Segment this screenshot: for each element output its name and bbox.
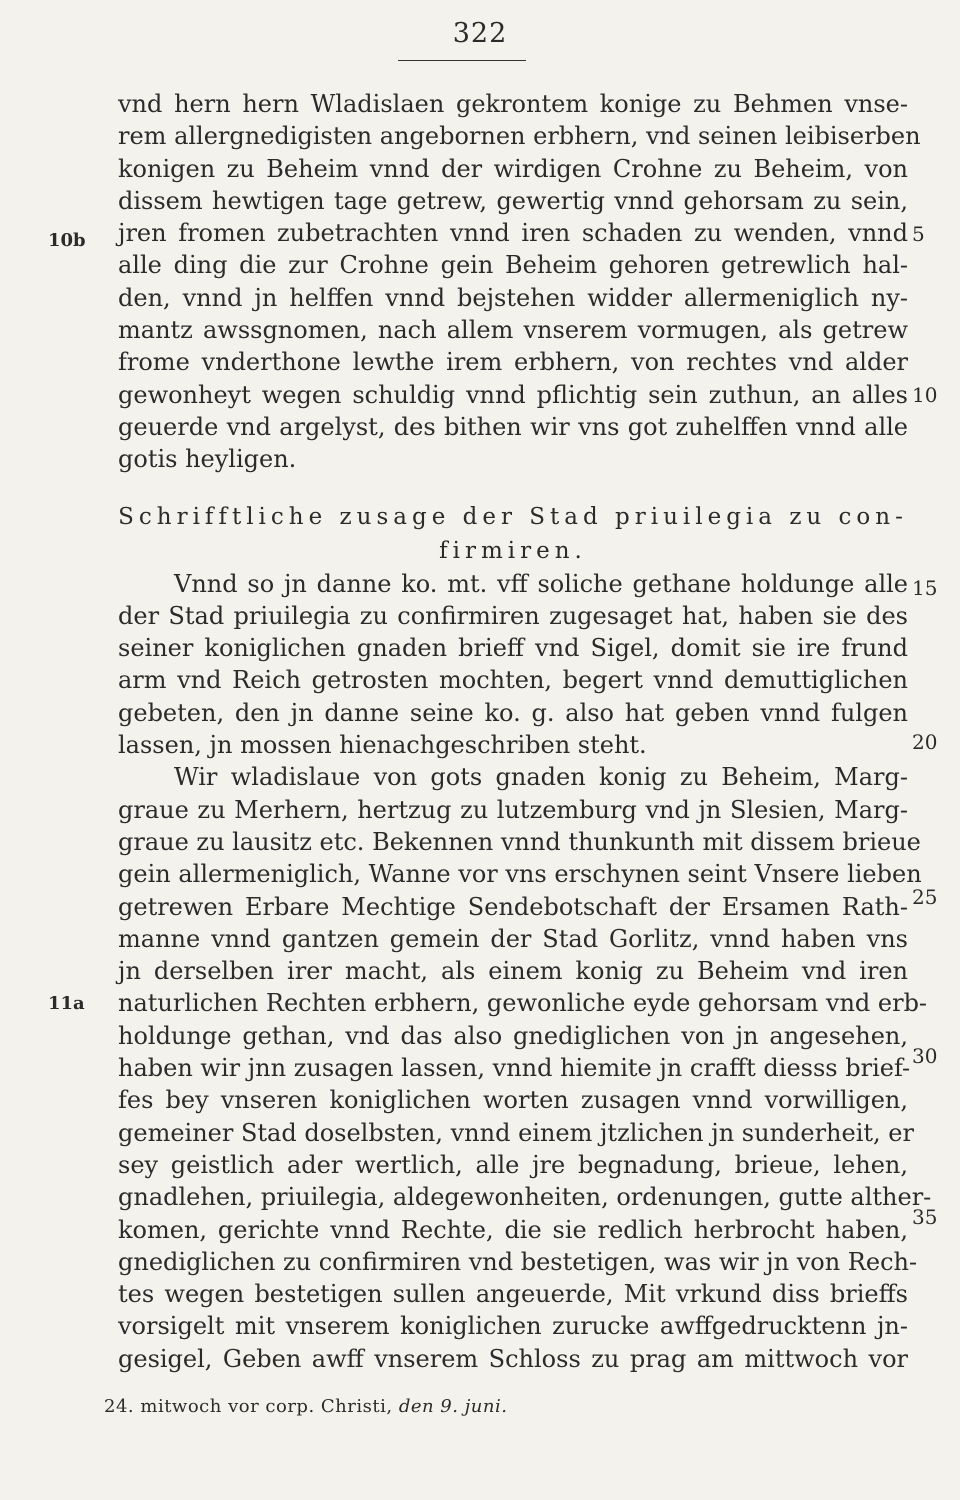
folio-reference: 11a bbox=[48, 993, 85, 1014]
text-line: Vnnd so jn danne ko. mt. vff soliche gethane holdunge alle bbox=[174, 569, 908, 598]
footnote bbox=[104, 1396, 507, 1417]
text-line: frome vnderthone lewthe irem erbhern, von rechtes vnd alder bbox=[118, 348, 908, 377]
line-number: 30 bbox=[912, 1044, 938, 1068]
section-heading-line: Schrifftliche zusage der Stad priuilegia zu con- bbox=[118, 503, 908, 530]
section-gap bbox=[118, 476, 908, 500]
text-line: vorsigelt mit vnserem koniglichen zurucke awffgedrucktenn jn- bbox=[118, 1312, 908, 1341]
text-line: Wir wladislaue von gots gnaden konig zu Beheim, Marg- bbox=[174, 763, 908, 792]
footnote-date: den 9. juni. bbox=[398, 1396, 508, 1417]
text-line: dissem hewtigen tage getrew, gewertig vnnd gehorsam zu sein, bbox=[118, 186, 908, 215]
line-number: 35 bbox=[912, 1205, 938, 1229]
text-line: holdunge gethan, vnd das also gnediglichen von jn angesehen, bbox=[118, 1021, 908, 1050]
text-line: vnd hern hern Wladislaen gekrontem konige zu Behmen vnse- bbox=[118, 90, 908, 118]
text-line: lassen, jn mossen hienachgeschriben steht. bbox=[118, 731, 647, 760]
text-line: gemeiner Stad doselbsten, vnnd einem jtzlichen jn sunderheit, er bbox=[118, 1118, 914, 1147]
footnote-number: 24. bbox=[104, 1396, 135, 1417]
text-line: gotis heyligen. bbox=[118, 445, 297, 474]
line-number: 20 bbox=[912, 730, 938, 754]
text-line: alle ding die zur Crohne gein Beheim gehoren getrewlich hal- bbox=[118, 251, 908, 280]
text-line: konigen zu Beheim vnnd der wirdigen Crohne zu Beheim, von bbox=[118, 154, 908, 183]
text-line: gnadlehen, priuilegia, aldegewonheiten, ordenungen, gutte alther- bbox=[118, 1183, 932, 1212]
text-line: jn derselben irer macht, als einem konig zu Beheim vnd iren bbox=[118, 957, 908, 986]
text-line: graue zu lausitz etc. Bekennen vnnd thunkunth mit dissem brieue bbox=[118, 827, 921, 856]
text-line: komen, gerichte vnnd Rechte, die sie redlich herbrocht haben, bbox=[118, 1215, 908, 1244]
section-heading-line: firmiren. bbox=[439, 537, 587, 564]
text-line: manne vnnd gantzen gemein der Stad Gorlitz, vnnd haben vns bbox=[118, 924, 908, 953]
text-line: rem allergnedigisten angebornen erbhern, vnd seinen leibiserben bbox=[118, 122, 921, 151]
text-line: arm vnd Reich getrosten mochten, begert vnnd demuttiglichen bbox=[118, 666, 908, 695]
text-line: haben wir jnn zusagen lassen, vnnd hiemite jn crafft diesss brief- bbox=[118, 1054, 911, 1083]
text-line: naturlichen Rechten erbhern, gewonliche eyde gehorsam vnd erb- bbox=[118, 989, 928, 1018]
text-line: gein allermeniglich, Wanne vor vns erschynen seint Vnsere lieben bbox=[118, 860, 922, 889]
text-line: jren fromen zubetrachten vnnd iren schaden zu wenden, vnnd bbox=[118, 219, 908, 248]
text-line: gnediglichen zu confirmiren vnd bestetigen, was wir jn von Rech- bbox=[118, 1247, 918, 1276]
text-line: der Stad priuilegia zu confirmiren zugesaget hat, haben sie des bbox=[118, 601, 908, 630]
text-line: graue zu Merhern, hertzug zu lutzemburg vnd jn Slesien, Marg- bbox=[118, 795, 908, 824]
line-number: 10 bbox=[912, 383, 938, 407]
text-line: den, vnnd jn helffen vnnd bejstehen widder allermeniglich ny- bbox=[118, 283, 908, 312]
line-number: 15 bbox=[912, 576, 938, 600]
page-number-rule bbox=[398, 60, 526, 61]
text-line: seiner koniglichen gnaden brieff vnd Sigel, domit sie ire frund bbox=[118, 634, 908, 663]
line-number: 5 bbox=[912, 222, 925, 246]
text-line: getrewen Erbare Mechtige Sendebotschaft der Ersamen Rath- bbox=[118, 892, 908, 921]
text-line: gewonheyt wegen schuldig vnnd pflichtig sein zuthun, an alles bbox=[118, 380, 908, 409]
folio-reference: 10b bbox=[48, 230, 86, 251]
text-line: fes bey vnseren koniglichen worten zusagen vnnd vorwilligen, bbox=[118, 1086, 908, 1115]
text-line: mantz awssgnomen, nach allem vnserem vormugen, als getrew bbox=[118, 316, 908, 345]
text-line: sey geistlich ader wertlich, alle jre begnadung, brieue, lehen, bbox=[118, 1150, 908, 1179]
line-number: 25 bbox=[912, 885, 938, 909]
footnote-text: mitwoch vor corp. Christi, bbox=[140, 1396, 393, 1417]
text-line: gebeten, den jn danne seine ko. g. also hat geben vnnd fulgen bbox=[118, 698, 908, 727]
text-line: geuerde vnd argelyst, des bithen wir vns got zuhelffen vnnd alle bbox=[118, 412, 908, 441]
text-line: gesigel, Geben awff vnserem Schloss zu prag am mittwoch vor bbox=[118, 1344, 908, 1373]
text-line: tes wegen bestetigen sullen angeuerde, Mit vrkund diss brieffs bbox=[118, 1280, 908, 1309]
page-number: 322 bbox=[452, 18, 508, 49]
